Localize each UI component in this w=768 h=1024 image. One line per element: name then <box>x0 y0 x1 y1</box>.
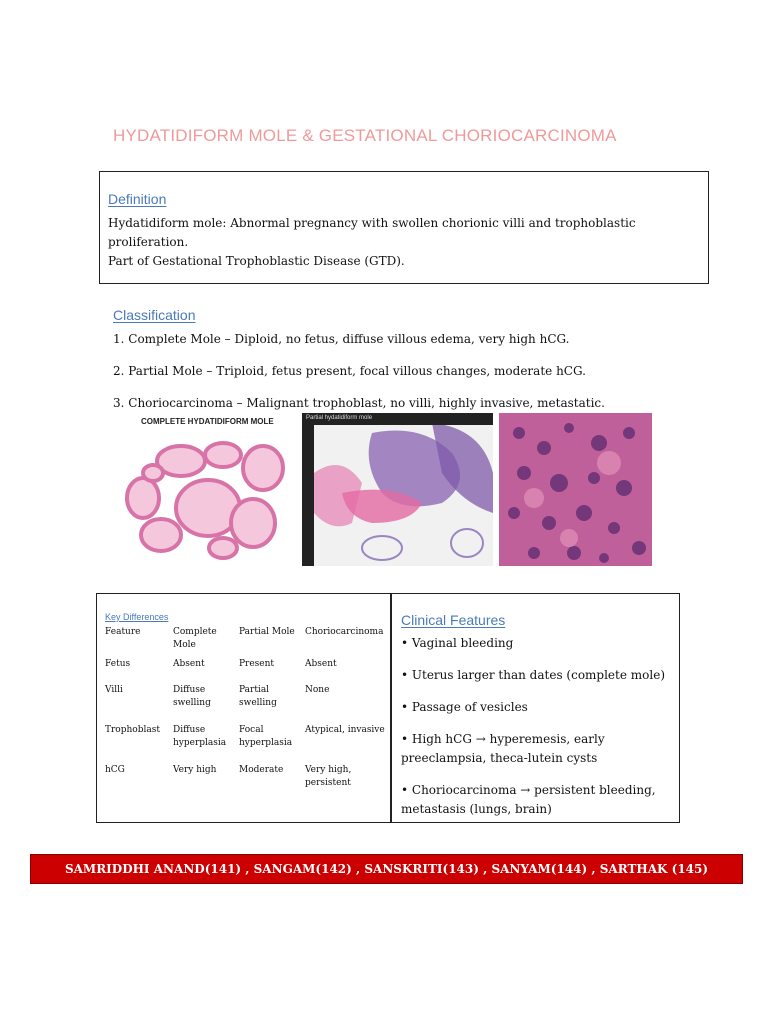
table-cell: None <box>305 685 330 695</box>
definition-line: Hydatidiform mole: Abnormal pregnancy with swollen chorionic villi and trophoblastic <box>108 216 636 230</box>
definition-heading: Definition <box>108 191 167 207</box>
definition-line: Part of Gestational Trophoblastic Disease (GTD). <box>108 254 405 268</box>
key-differences-table <box>101 624 389 792</box>
table-cell: Partial swelling <box>239 685 277 708</box>
clinical-feature-item: • Passage of vesicles <box>401 700 528 714</box>
clinical-feature-item: • High hCG → hyperemesis, early preeclampsia, theca-lutein cysts <box>401 732 605 765</box>
partial-mole-image <box>302 413 493 566</box>
complete-mole-label: COMPLETE HYDATIDIFORM MOLE <box>141 417 274 426</box>
complete-mole-image <box>113 413 296 566</box>
key-differences-heading: Key Differences <box>105 612 169 622</box>
table-row <box>101 762 389 792</box>
choriocarcinoma-image <box>499 413 652 566</box>
classification-item: 3. Choriocarcinoma – Malignant trophoblast, no villi, highly invasive, metastatic. <box>113 396 605 410</box>
classification-heading: Classification <box>113 307 196 323</box>
table-cell: Absent <box>173 659 205 669</box>
authors-banner: SAMRIDDHI ANAND(141) , SANGAM(142) , SANSKRITI(143) , SANYAM(144) , SARTHAK (145) <box>30 854 743 884</box>
clinical-feature-item: • Uterus larger than dates (complete mole) <box>401 668 665 682</box>
clinical-feature-item: • Choriocarcinoma → persistent bleeding, metastasis (lungs, brain) <box>401 783 656 816</box>
table-cell: Fetus <box>105 659 131 669</box>
table-cell: Trophoblast <box>105 725 160 735</box>
table-header-row <box>101 624 389 656</box>
table-cell: Very high <box>173 765 217 775</box>
clinical-features-box <box>391 593 680 823</box>
table-header-cell: Feature <box>105 627 141 637</box>
clinical-features-heading: Clinical Features <box>401 612 506 628</box>
table-cell: Absent <box>305 659 337 669</box>
classification-item: 1. Complete Mole – Diploid, no fetus, diffuse villous edema, very high hCG. <box>113 332 570 346</box>
table-header-cell: Complete Mole <box>173 627 217 650</box>
table-header-cell: Partial Mole <box>239 627 295 637</box>
table-cell: Villi <box>105 685 123 695</box>
clinical-feature-item: • Vaginal bleeding <box>401 636 514 650</box>
definition-box <box>99 171 709 284</box>
page-title: HYDATIDIFORM MOLE & GESTATIONAL CHORIOCARCINOMA <box>113 126 617 145</box>
definition-text <box>108 214 698 271</box>
table-cell: Diffuse swelling <box>173 685 211 708</box>
histology-images <box>113 413 658 568</box>
definition-line: proliferation. <box>108 235 189 249</box>
clinical-features-list <box>401 634 673 832</box>
table-row <box>101 656 389 682</box>
table-cell: Focal hyperplasia <box>239 725 293 748</box>
table-cell: Very high, persistent <box>305 765 352 788</box>
table-header-cell: Choriocarcinoma <box>305 627 384 637</box>
table-row <box>101 722 389 762</box>
table-cell: Present <box>239 659 275 669</box>
table-cell: hCG <box>105 765 125 775</box>
key-differences-box <box>96 593 391 823</box>
table-row <box>101 682 389 722</box>
classification-list <box>113 330 713 426</box>
partial-mole-label: Partial hydatidiform mole <box>306 415 373 421</box>
table-cell: Diffuse hyperplasia <box>173 725 227 748</box>
table-cell: Atypical, invasive <box>305 725 385 735</box>
table-cell: Moderate <box>239 765 284 775</box>
classification-item: 2. Partial Mole – Triploid, fetus present, focal villous changes, moderate hCG. <box>113 364 586 378</box>
